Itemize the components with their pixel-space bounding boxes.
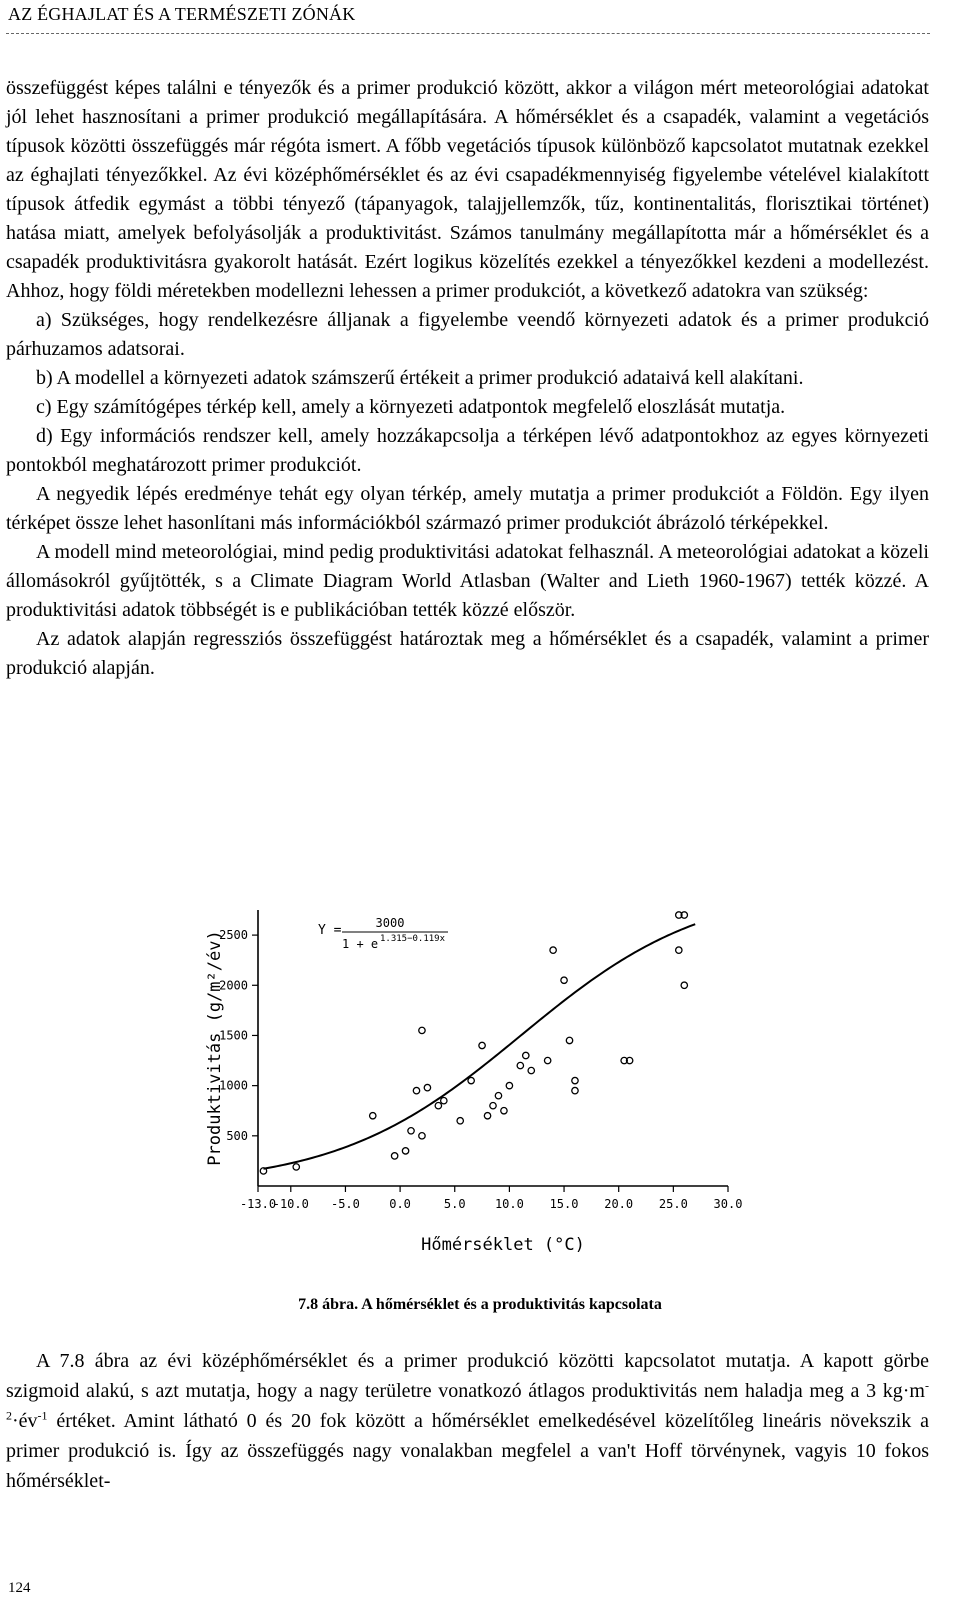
data-point bbox=[572, 1077, 578, 1083]
data-point bbox=[676, 947, 682, 953]
data-point bbox=[441, 1097, 447, 1103]
equation-denominator: 1 + e bbox=[342, 937, 379, 951]
data-point bbox=[561, 977, 567, 983]
data-point bbox=[490, 1103, 496, 1109]
x-tick-label: 10.0 bbox=[494, 1197, 524, 1211]
equation-lhs: Y = bbox=[318, 923, 342, 938]
figure-caption: 7.8 ábra. A hőmérséklet és a produktivitás kapcsolata bbox=[298, 1296, 662, 1313]
chart-points-group bbox=[260, 912, 687, 1174]
paragraph-item-c: c) Egy számítógépes térkép kell, amely a környezeti adatpontok megfelelő eloszlását mutatja. bbox=[36, 396, 786, 418]
text-segment-1: A 7.8 ábra az évi középhőmérséklet és a primer produkció közötti kapcsolatot mutatja. A kapott görbe szigmoid alakú, s azt mutatja, hogy a nagy területre vonatkozó átlagos produktivitás nem haladja meg a 3 kg·m bbox=[6, 1350, 929, 1402]
x-tick-label: -13.0 bbox=[239, 1197, 277, 1211]
data-point bbox=[572, 1087, 578, 1093]
data-point bbox=[457, 1118, 463, 1124]
chart-ticks bbox=[219, 928, 742, 1211]
paragraph-intro: összefüggést képes találni e tényezők és a primer produkció között, akkor a világon mért meteorológiai adatokat jól lehet hasznosítani a primer produkció megállapítására. A hőmérséklet és a csapadék, valamint a vegetációs típusok közötti összefüggés már régóta ismert. A főbb vegetációs típusok különböző kapcsolatot mutatnak ezekkel az éghajlati tényezőkkel. Az évi középhőmérséklet és az évi csapadékmennyiség figyelembe vételével kialakított típusok átfedik egymást a többi tényező (tápanyagok, talajjellemzők, tűz, kontinentalitás, florisztikai történet) hatása miatt, amelyek befolyásolják a produktivitást. Számos tanulmány megállapította már a hőmérséklet és a csapadék produktivitásra gyakorolt hatását. Ezért logikus közelítés ezekkel a tényezőkkel kezdeni a modellezést. Ahhoz, hogy földi méretekben modellezni lehessen a primer produkciót, a következő adatokra van szükség: bbox=[6, 77, 929, 302]
data-point bbox=[468, 1077, 474, 1083]
data-point bbox=[566, 1037, 572, 1043]
data-point bbox=[495, 1092, 501, 1098]
data-point bbox=[424, 1084, 430, 1090]
paragraph-item-b: b) A modellel a környezeti adatok számszerű értékeit a primer produkció adataivá kell alakítani. bbox=[36, 367, 804, 389]
data-point bbox=[408, 1128, 414, 1134]
data-point bbox=[293, 1164, 299, 1170]
y-tick-label: 1500 bbox=[219, 1028, 248, 1043]
x-tick-label: 15.0 bbox=[549, 1197, 579, 1211]
y-tick-label: 2500 bbox=[219, 928, 248, 943]
paragraph-item-d: d) Egy információs rendszer kell, amely hozzákapcsolja a térképen lévő adatpontokhoz az egyes környezeti pontokból meghatározott primer produkciót. bbox=[6, 425, 929, 476]
x-tick-label: -10.0 bbox=[272, 1197, 309, 1211]
data-point bbox=[391, 1153, 397, 1159]
paragraph-fourth-step: A negyedik lépés eredménye tehát egy olyan térkép, amely mutatja a primer produkciót a Földön. Egy ilyen térképet össze lehet hasonlítani más információkból származó primer produkciót ábrázoló térképekkel. bbox=[6, 483, 929, 534]
equation-exponent: 1.315−0.119x bbox=[380, 934, 446, 944]
bottom-paragraph bbox=[6, 1346, 929, 1496]
x-axis-label: Hőmérséklet (°C) bbox=[421, 1235, 585, 1255]
data-point bbox=[523, 1052, 529, 1058]
y-tick-label: 500 bbox=[226, 1128, 248, 1143]
data-point bbox=[517, 1062, 523, 1068]
figure-temperature-productivity bbox=[190, 890, 770, 1270]
y-tick-label: 1000 bbox=[219, 1078, 248, 1093]
x-tick-label: -5.0 bbox=[330, 1197, 360, 1211]
paragraph-item-a: a) Szükséges, hogy rendelkezésre álljanak a figyelembe veendő környezeti adatok és a primer produkció párhuzamos adatsorai. bbox=[6, 309, 929, 360]
page-number: 124 bbox=[8, 1580, 31, 1596]
superscript-2: -1 bbox=[37, 1408, 48, 1423]
data-point bbox=[370, 1113, 376, 1119]
chart-axes bbox=[258, 910, 728, 1186]
text-segment-3: értéket. Amint látható 0 és 20 fok között a hőmérséklet emelkedésével közelítőleg lineáris növekszik a primer produkció is. Így az összefüggés nagy vonalakban megfelel a van't Hoff törvénynek, vagyis 10 fokos hőmérséklet- bbox=[6, 1410, 929, 1492]
data-point bbox=[484, 1113, 490, 1119]
x-tick-label: 5.0 bbox=[443, 1197, 466, 1211]
data-point bbox=[544, 1057, 550, 1063]
superscript-1: -2 bbox=[6, 1378, 929, 1423]
x-tick-label: 30.0 bbox=[713, 1197, 743, 1211]
data-point bbox=[402, 1148, 408, 1154]
data-point bbox=[413, 1087, 419, 1093]
y-axis-label: Produktivitás (g/m²/év) bbox=[205, 930, 225, 1166]
data-point bbox=[479, 1042, 485, 1048]
running-header: AZ ÉGHAJLAT ÉS A TERMÉSZETI ZÓNÁK bbox=[8, 4, 356, 24]
data-point bbox=[419, 1133, 425, 1139]
x-tick-label: 0.0 bbox=[389, 1197, 411, 1211]
x-tick-label: 25.0 bbox=[658, 1197, 688, 1211]
data-point bbox=[501, 1108, 507, 1114]
text-segment-2: ·év bbox=[12, 1410, 38, 1432]
x-tick-label: 20.0 bbox=[604, 1197, 634, 1211]
paragraph-regression: Az adatok alapján regressziós összefüggést határoztak meg a hőmérséklet és a csapadék, valamint a primer produkció alapján. bbox=[6, 628, 929, 679]
data-point bbox=[506, 1082, 512, 1088]
y-tick-label: 2000 bbox=[219, 978, 248, 993]
header-divider bbox=[6, 33, 930, 34]
paragraph-figure-description bbox=[6, 1346, 929, 1496]
data-point bbox=[528, 1067, 534, 1073]
data-point bbox=[419, 1027, 425, 1033]
main-text bbox=[6, 74, 929, 683]
paragraph-model-data: A modell mind meteorológiai, mind pedig produktivitási adatokat felhasznál. A meteorológiai adatokat a közeli állomásokról gyűjtötték, s a Climate Diagram World Atlasban (Walter and Lieth 1960-1967) tették közzé. A produktivitási adatok többségét is e publikációban tették közzé először. bbox=[6, 541, 929, 621]
data-point bbox=[435, 1103, 441, 1109]
scatter-chart bbox=[190, 890, 770, 1270]
data-point bbox=[550, 947, 556, 953]
equation-numerator: 3000 bbox=[375, 916, 405, 930]
data-point bbox=[681, 982, 687, 988]
